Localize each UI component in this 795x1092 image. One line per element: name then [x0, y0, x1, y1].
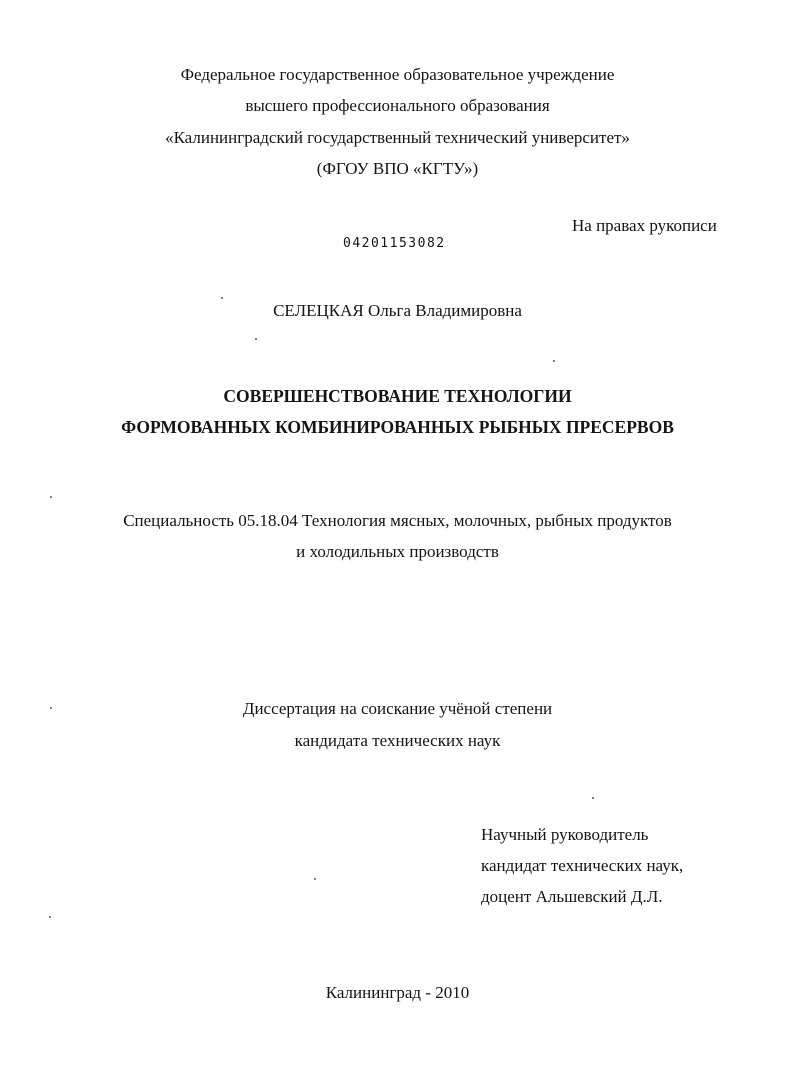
scan-speck	[50, 707, 52, 709]
degree-line-2: кандидата технических наук	[294, 731, 501, 750]
city-year: Калининград - 2010	[325, 983, 470, 1002]
institution-line-3: «Калининградский государственный технический университет»	[165, 128, 630, 147]
scan-speck	[50, 496, 52, 498]
scan-speck	[221, 297, 223, 299]
manuscript-note: На правах рукописи	[572, 216, 717, 235]
scan-speck	[553, 360, 555, 362]
scan-speck	[49, 916, 51, 918]
supervisor-degree: кандидат технических наук,	[481, 856, 684, 875]
institution-line-2: высшего профессионального образования	[245, 96, 550, 115]
degree-line-1: Диссертация на соискание учёной степени	[242, 699, 553, 718]
scan-speck	[314, 878, 316, 880]
dissertation-title-line-1: СОВЕРШЕНСТВОВАНИЕ ТЕХНОЛОГИИ	[223, 386, 572, 406]
scan-speck	[255, 338, 257, 340]
specialty-line-1: Специальность 05.18.04 Технология мясных, молочных, рыбных продуктов	[123, 511, 672, 530]
catalog-number: 04201153082	[343, 236, 446, 251]
supervisor-role: Научный руководитель	[481, 825, 649, 844]
dissertation-title-line-2: ФОРМОВАННЫХ КОМБИНИРОВАННЫХ РЫБНЫХ ПРЕСЕРВОВ	[121, 417, 674, 437]
supervisor-name: доцент Альшевский Д.Л.	[481, 887, 663, 906]
institution-abbreviation: (ФГОУ ВПО «КГТУ»)	[316, 159, 479, 178]
author-name: СЕЛЕЦКАЯ Ольга Владимировна	[273, 301, 522, 320]
institution-line-1: Федеральное государственное образовательное учреждение	[180, 65, 615, 84]
specialty-line-2: и холодильных производств	[296, 542, 499, 561]
scan-speck	[592, 797, 594, 799]
